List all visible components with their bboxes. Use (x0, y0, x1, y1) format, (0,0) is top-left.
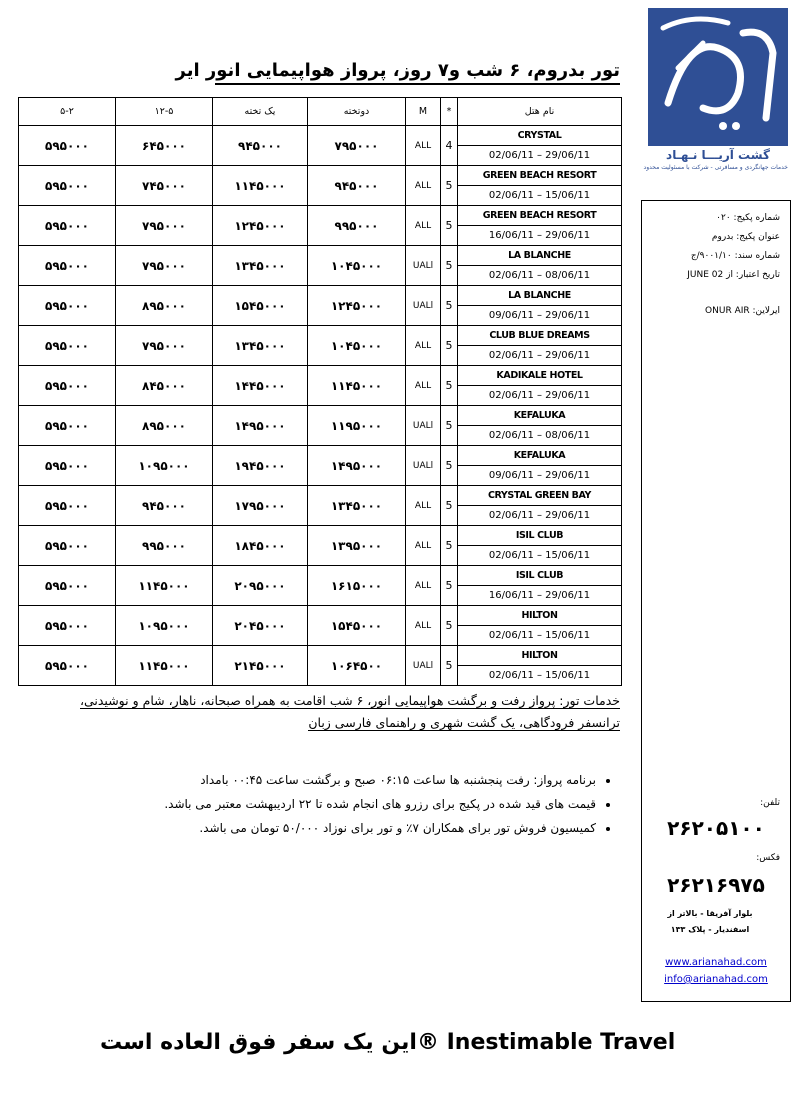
cell-double: ۹۹۵۰۰۰ (308, 206, 406, 246)
info-sidebar (641, 200, 791, 1002)
company-logo (643, 8, 788, 171)
cell-child-2-5: ۵۹۵۰۰۰ (19, 246, 116, 286)
cell-hotel-name: CRYSTAL (458, 126, 622, 146)
logo-company-name: گشت آریـــا نـهـاد (666, 148, 770, 162)
col-header-meal: M (406, 98, 441, 126)
cell-hotel-name: CLUB BLUE DREAMS (458, 326, 622, 346)
cell-star: 5 (441, 326, 458, 366)
cell-star: 5 (441, 246, 458, 286)
cell-single: ۹۴۵۰۰۰ (213, 126, 308, 166)
col-header-hotel: نام هتل (458, 98, 622, 126)
cell-hotel-name: CRYSTAL GREEN BAY (458, 486, 622, 506)
cell-date-range: 09/06/11 – 29/06/11 (458, 306, 622, 326)
fax-label: فکس: (756, 853, 780, 863)
cell-star: 5 (441, 406, 458, 446)
cell-child-5-12: ۱۰۹۵۰۰۰ (116, 606, 213, 646)
cell-hotel-name: GREEN BEACH RESORT (458, 166, 622, 186)
cell-star: 5 (441, 486, 458, 526)
cell-single: ۱۳۴۵۰۰۰ (213, 246, 308, 286)
notes-list (60, 768, 620, 840)
cell-double: ۱۶۱۵۰۰۰ (308, 566, 406, 606)
cell-child-5-12: ۷۹۵۰۰۰ (116, 246, 213, 286)
cell-single: ۱۴۴۵۰۰۰ (213, 366, 308, 406)
cell-child-2-5: ۵۹۵۰۰۰ (19, 486, 116, 526)
cell-double: ۱۳۹۵۰۰۰ (308, 526, 406, 566)
airline: ایرلاین: ONUR AIR (705, 306, 780, 316)
cell-date-range: 02/06/11 – 15/06/11 (458, 666, 622, 686)
cell-star: 5 (441, 286, 458, 326)
website-link[interactable]: www.arianahad.com (665, 957, 767, 968)
col-header-double: دوتخته (308, 98, 406, 126)
table-row (19, 406, 622, 426)
cell-date-range: 09/06/11 – 29/06/11 (458, 466, 622, 486)
tel-label: تلفن: (760, 798, 780, 808)
cell-child-2-5: ۵۹۵۰۰۰ (19, 406, 116, 446)
services-line-1: خدمات تور: پرواز رفت و برگشت هواپیمایی انور، ۶ شب اقامت به همراه صبحانه، ناهار، شام و نوشیدنی، (79, 693, 620, 708)
cell-child-5-12: ۱۱۴۵۰۰۰ (116, 566, 213, 606)
package-title: عنوان پکیج: بدروم (711, 232, 780, 242)
cell-child-2-5: ۵۹۵۰۰۰ (19, 126, 116, 166)
table-row (19, 526, 622, 546)
page-title: تور بدروم، ۶ شب و۷ روز، پرواز هواپیمایی انور ایر (215, 60, 620, 85)
cell-double: ۷۹۵۰۰۰ (308, 126, 406, 166)
cell-double: ۱۰۶۴۵۰۰ (308, 646, 406, 686)
cell-hotel-name: HILTON (458, 646, 622, 666)
cell-child-5-12: ۹۹۵۰۰۰ (116, 526, 213, 566)
cell-star: 5 (441, 366, 458, 406)
cell-single: ۱۸۴۵۰۰۰ (213, 526, 308, 566)
table-row (19, 166, 622, 186)
cell-double: ۱۱۴۵۰۰۰ (308, 366, 406, 406)
cell-double: ۱۰۴۵۰۰۰ (308, 246, 406, 286)
note-item: • کمیسیون فروش تور برای همکاران ۷٪ و تور برای نوزاد ۵۰/۰۰۰ تومان می باشد. (60, 816, 596, 840)
table-row (19, 326, 622, 346)
cell-single: ۱۷۹۵۰۰۰ (213, 486, 308, 526)
cell-date-range: 02/06/11 – 15/06/11 (458, 546, 622, 566)
cell-date-range: 16/06/11 – 29/06/11 (458, 586, 622, 606)
cell-double: ۱۴۹۵۰۰۰ (308, 446, 406, 486)
cell-star: 4 (441, 126, 458, 166)
address-line-1: بلوار آفریقا - بالاتر از (667, 909, 753, 918)
cell-date-range: 02/06/11 – 15/06/11 (458, 186, 622, 206)
table-row (19, 286, 622, 306)
cell-meal: ALL (406, 166, 441, 206)
cell-meal: ALL (406, 326, 441, 366)
footer-slogan: این یک سفر فوق العاده است® Inestimable Travel (100, 1030, 676, 1055)
services-line-2: ترانسفر فرودگاهی، یک گشت شهری و راهنمای فارسی زبان (308, 715, 620, 730)
cell-single: ۱۳۴۵۰۰۰ (213, 326, 308, 366)
cell-child-2-5: ۵۹۵۰۰۰ (19, 646, 116, 686)
cell-child-5-12: ۱۱۴۵۰۰۰ (116, 646, 213, 686)
table-header-row (19, 98, 622, 126)
cell-hotel-name: KADIKALE HOTEL (458, 366, 622, 386)
tour-services (40, 690, 620, 734)
cell-date-range: 02/06/11 – 08/06/11 (458, 426, 622, 446)
cell-star: 5 (441, 606, 458, 646)
cell-child-5-12: ۹۴۵۰۰۰ (116, 486, 213, 526)
cell-child-2-5: ۵۹۵۰۰۰ (19, 446, 116, 486)
cell-child-2-5: ۵۹۵۰۰۰ (19, 286, 116, 326)
cell-double: ۱۲۴۵۰۰۰ (308, 286, 406, 326)
validity-date: تاریخ اعتبار: از 02 JUNE (687, 270, 780, 280)
table-row (19, 206, 622, 226)
cell-hotel-name: GREEN BEACH RESORT (458, 206, 622, 226)
table-row (19, 646, 622, 666)
cell-child-5-12: ۸۹۵۰۰۰ (116, 286, 213, 326)
cell-star: 5 (441, 206, 458, 246)
cell-child-5-12: ۱۰۹۵۰۰۰ (116, 446, 213, 486)
cell-meal: UALl (406, 406, 441, 446)
cell-meal: ALL (406, 526, 441, 566)
cell-hotel-name: LA BLANCHE (458, 286, 622, 306)
cell-star: 5 (441, 646, 458, 686)
cell-meal: ALL (406, 206, 441, 246)
cell-double: ۹۴۵۰۰۰ (308, 166, 406, 206)
col-header-star: * (441, 98, 458, 126)
cell-star: 5 (441, 446, 458, 486)
cell-date-range: 02/06/11 – 08/06/11 (458, 266, 622, 286)
cell-star: 5 (441, 526, 458, 566)
cell-single: ۲۱۴۵۰۰۰ (213, 646, 308, 686)
cell-child-5-12: ۶۴۵۰۰۰ (116, 126, 213, 166)
tel-number: ۲۶۲۰۵۱۰۰ (667, 816, 765, 840)
cell-double: ۱۵۴۵۰۰۰ (308, 606, 406, 646)
cell-star: 5 (441, 566, 458, 606)
cell-date-range: 02/06/11 – 29/06/11 (458, 386, 622, 406)
cell-meal: UALl (406, 246, 441, 286)
cell-date-range: 02/06/11 – 29/06/11 (458, 146, 622, 166)
note-item: • برنامه پرواز: رفت پنجشنبه ها ساعت ۰۶:۱۵ صبح و برگشت ساعت ۰۰:۴۵ بامداد (60, 768, 596, 792)
email-link[interactable]: info@arianahad.com (664, 974, 768, 985)
table-row (19, 246, 622, 266)
table-row (19, 606, 622, 626)
logo-emblem (648, 8, 788, 146)
cell-double: ۱۰۴۵۰۰۰ (308, 326, 406, 366)
cell-meal: ALL (406, 566, 441, 606)
cell-meal: ALL (406, 486, 441, 526)
cell-child-2-5: ۵۹۵۰۰۰ (19, 326, 116, 366)
cell-child-5-12: ۸۴۵۰۰۰ (116, 366, 213, 406)
cell-hotel-name: LA BLANCHE (458, 246, 622, 266)
table-row (19, 566, 622, 586)
table-row (19, 126, 622, 146)
cell-single: ۱۵۴۵۰۰۰ (213, 286, 308, 326)
cell-child-2-5: ۵۹۵۰۰۰ (19, 206, 116, 246)
cell-date-range: 16/06/11 – 29/06/11 (458, 226, 622, 246)
cell-single: ۱۲۴۵۰۰۰ (213, 206, 308, 246)
cell-child-2-5: ۵۹۵۰۰۰ (19, 606, 116, 646)
col-header-single: یک تخته (213, 98, 308, 126)
cell-single: ۱۹۴۵۰۰۰ (213, 446, 308, 486)
cell-date-range: 02/06/11 – 29/06/11 (458, 506, 622, 526)
table-row (19, 486, 622, 506)
cell-meal: UALl (406, 646, 441, 686)
cell-child-2-5: ۵۹۵۰۰۰ (19, 566, 116, 606)
cell-child-2-5: ۵۹۵۰۰۰ (19, 366, 116, 406)
fax-number: ۲۶۲۱۶۹۷۵ (667, 873, 765, 897)
note-item: • قیمت های قید شده در پکیج برای رزرو های انجام شده تا ۲۲ اردیبهشت معتبر می باشد. (60, 792, 596, 816)
cell-child-5-12: ۷۹۵۰۰۰ (116, 326, 213, 366)
cell-meal: ALL (406, 606, 441, 646)
cell-date-range: 02/06/11 – 15/06/11 (458, 626, 622, 646)
cell-single: ۱۱۴۵۰۰۰ (213, 166, 308, 206)
table-row (19, 446, 622, 466)
cell-hotel-name: ISIL CLUB (458, 566, 622, 586)
cell-child-2-5: ۵۹۵۰۰۰ (19, 166, 116, 206)
cell-meal: UALl (406, 446, 441, 486)
cell-child-5-12: ۷۹۵۰۰۰ (116, 206, 213, 246)
price-table (18, 97, 622, 686)
address-line-2: اسفندیار - پلاک ۱۳۳ (670, 925, 750, 934)
table-row (19, 366, 622, 386)
col-header-child-5-12: ۱۲-۵ (116, 98, 213, 126)
cell-meal: ALL (406, 126, 441, 166)
cell-hotel-name: KEFALUKA (458, 446, 622, 466)
cell-date-range: 02/06/11 – 29/06/11 (458, 346, 622, 366)
cell-single: ۱۴۹۵۰۰۰ (213, 406, 308, 446)
col-header-child-2-5: ۵-۲ (19, 98, 116, 126)
cell-hotel-name: ISIL CLUB (458, 526, 622, 546)
cell-child-5-12: ۷۴۵۰۰۰ (116, 166, 213, 206)
logo-tagline: خدمات جهانگردی و مسافرتی - شرکت با مسئولیت محدود (643, 164, 788, 171)
cell-meal: UALl (406, 286, 441, 326)
cell-child-5-12: ۸۹۵۰۰۰ (116, 406, 213, 446)
cell-double: ۱۱۹۵۰۰۰ (308, 406, 406, 446)
cell-single: ۲۰۴۵۰۰۰ (213, 606, 308, 646)
cell-hotel-name: KEFALUKA (458, 406, 622, 426)
cell-meal: ALL (406, 366, 441, 406)
cell-star: 5 (441, 166, 458, 206)
cell-child-2-5: ۵۹۵۰۰۰ (19, 526, 116, 566)
cell-double: ۱۳۴۵۰۰۰ (308, 486, 406, 526)
cell-hotel-name: HILTON (458, 606, 622, 626)
document-number: شماره سند: ۹۰۰۱/۱۰/ج (690, 251, 780, 261)
cell-single: ۲۰۹۵۰۰۰ (213, 566, 308, 606)
package-number: شماره پکیج: ۰۲۰ (716, 213, 780, 223)
